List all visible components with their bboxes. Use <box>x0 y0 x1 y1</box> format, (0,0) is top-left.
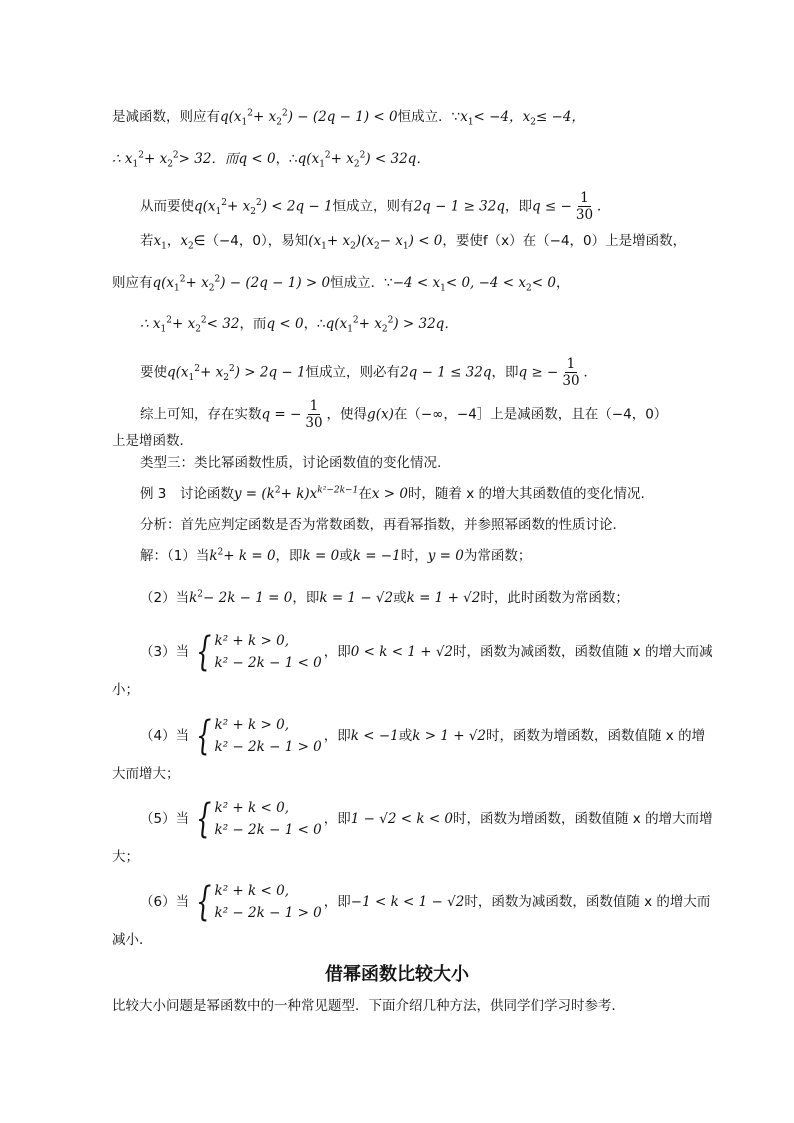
text-line-6: ∴ $x_1^2+ x_2^2< 32$，而q < 0，$\therefore q(x_1^2+ x_2^2) > 32q$． <box>140 315 458 335</box>
section-title: 借幂函数比较大小 <box>325 964 469 985</box>
intro-line: 比较大小问题是幂函数中的一种常见题型．下面介绍几种方法，供同学们学习时参考． <box>112 998 625 1014</box>
example-3-line: 例 3 讨论函数$y = (k^2+ k)x^{k^2-2k-1}$在x > 0时，随着 x 的增大其函数值的变化情况. <box>140 485 645 502</box>
fraction-1-30: $\frac{1}{30}$ <box>562 356 580 389</box>
inequality-system: { k² + k < 0, k² − 2k − 1 > 0 <box>196 879 322 925</box>
inequality-system: { k² + k > 0, k² − 2k − 1 > 0 <box>196 713 322 759</box>
section-type-three: 类型三：类比幂函数性质，讨论函数值的变化情况. <box>140 455 442 471</box>
solution-case-5-cont: 大； <box>112 849 139 865</box>
text-line-8: 综上可知，存在实数q = − $\frac{1}{30}$ ，使得g(x)在（−∞，−4］上是减函数，且在（−4，0） <box>140 398 668 431</box>
solution-case-6-cont: 减小． <box>112 932 153 948</box>
text-line-9: 上是增函数． <box>112 433 193 449</box>
inequality-system: { k² + k > 0, k² − 2k − 1 < 0 <box>196 629 322 675</box>
solution-case-3-cont: 小； <box>112 682 139 698</box>
fraction-1-30: $\frac{1}{30}$ <box>575 190 594 223</box>
solution-case-6: （6）当 { k² + k < 0, k² − 2k − 1 > 0 ，即−1 < k < 1 − √2时，函数为减函数，函数值随 x 的增大而 <box>140 879 711 925</box>
text-line-2: ∴ $x_1^2+ x_2^2> 32$．而q < 0，$\therefore q(x_1^2+ x_2^2) < 32q$． <box>112 150 430 170</box>
solution-case-3: （3）当 { k² + k > 0, k² − 2k − 1 < 0 ，即0 < k < 1 + √2时，函数为减函数，函数值随 x 的增大而减 <box>140 629 713 675</box>
solution-case-4: （4）当 { k² + k > 0, k² − 2k − 1 > 0 ，即k < −1或k > 1 + √2时，函数为增函数，函数值随 x 的增 <box>140 713 706 759</box>
solution-case-2: （2）当$k^2- 2k - 1 = 0$，即k = 1 − √2或k = 1 + √2时，此时函数为常函数； <box>140 589 629 606</box>
fraction-1-30: $\frac{1}{30}$ <box>305 398 323 431</box>
text-line-5: 则应有$q(x_1^2+ x_2^2) - (2q - 1) > 0$恒成立．∵−4 < $x_1< 0$, $-4 < x_2< 0$， <box>112 274 570 294</box>
text-line-7: 要使$q(x_1^2+ x_2^2) > 2q - 1$恒成立，则必有2q − 1 ≤ 32q，即q ≥ − $\frac{1}{30}$ ． <box>140 356 598 389</box>
text-line-1: 是减函数，则应有$q(x_1^2+ x_2^2) - (2q - 1) < 0$恒成立．$\because x_1< -4$，$x_2\le -4$， <box>112 108 585 128</box>
solution-case-5: （5）当 { k² + k < 0, k² − 2k − 1 < 0 ，即1 − √2 < k < 0时，函数为增函数，函数值随 x 的增大而增 <box>140 796 713 842</box>
text-line-4: 若$x_1$，$x_2\in(-4$，0），易知$(x_1+ x_2)(x_2- x_1) < 0$，要使f（x）在（−4，0）上是增函数， <box>140 233 687 252</box>
solution-case-4-cont: 大而增大； <box>112 766 180 782</box>
text-line-3: 从而要使$q(x_1^2+ x_2^2) < 2q - 1$恒成立，则有2q − 1 ≥ 32q，即q ≤ − $\frac{1}{30}$ ． <box>140 190 611 223</box>
analysis-line: 分析：首先应判定函数是否为常数函数，再看幂指数，并参照幂函数的性质讨论． <box>140 517 626 533</box>
inequality-system: { k² + k < 0, k² − 2k − 1 < 0 <box>196 796 322 842</box>
solution-case-1: 解：（1）当$k^2+ k = 0$，即k = 0或k = −1时，y = 0为常函数； <box>140 547 532 564</box>
